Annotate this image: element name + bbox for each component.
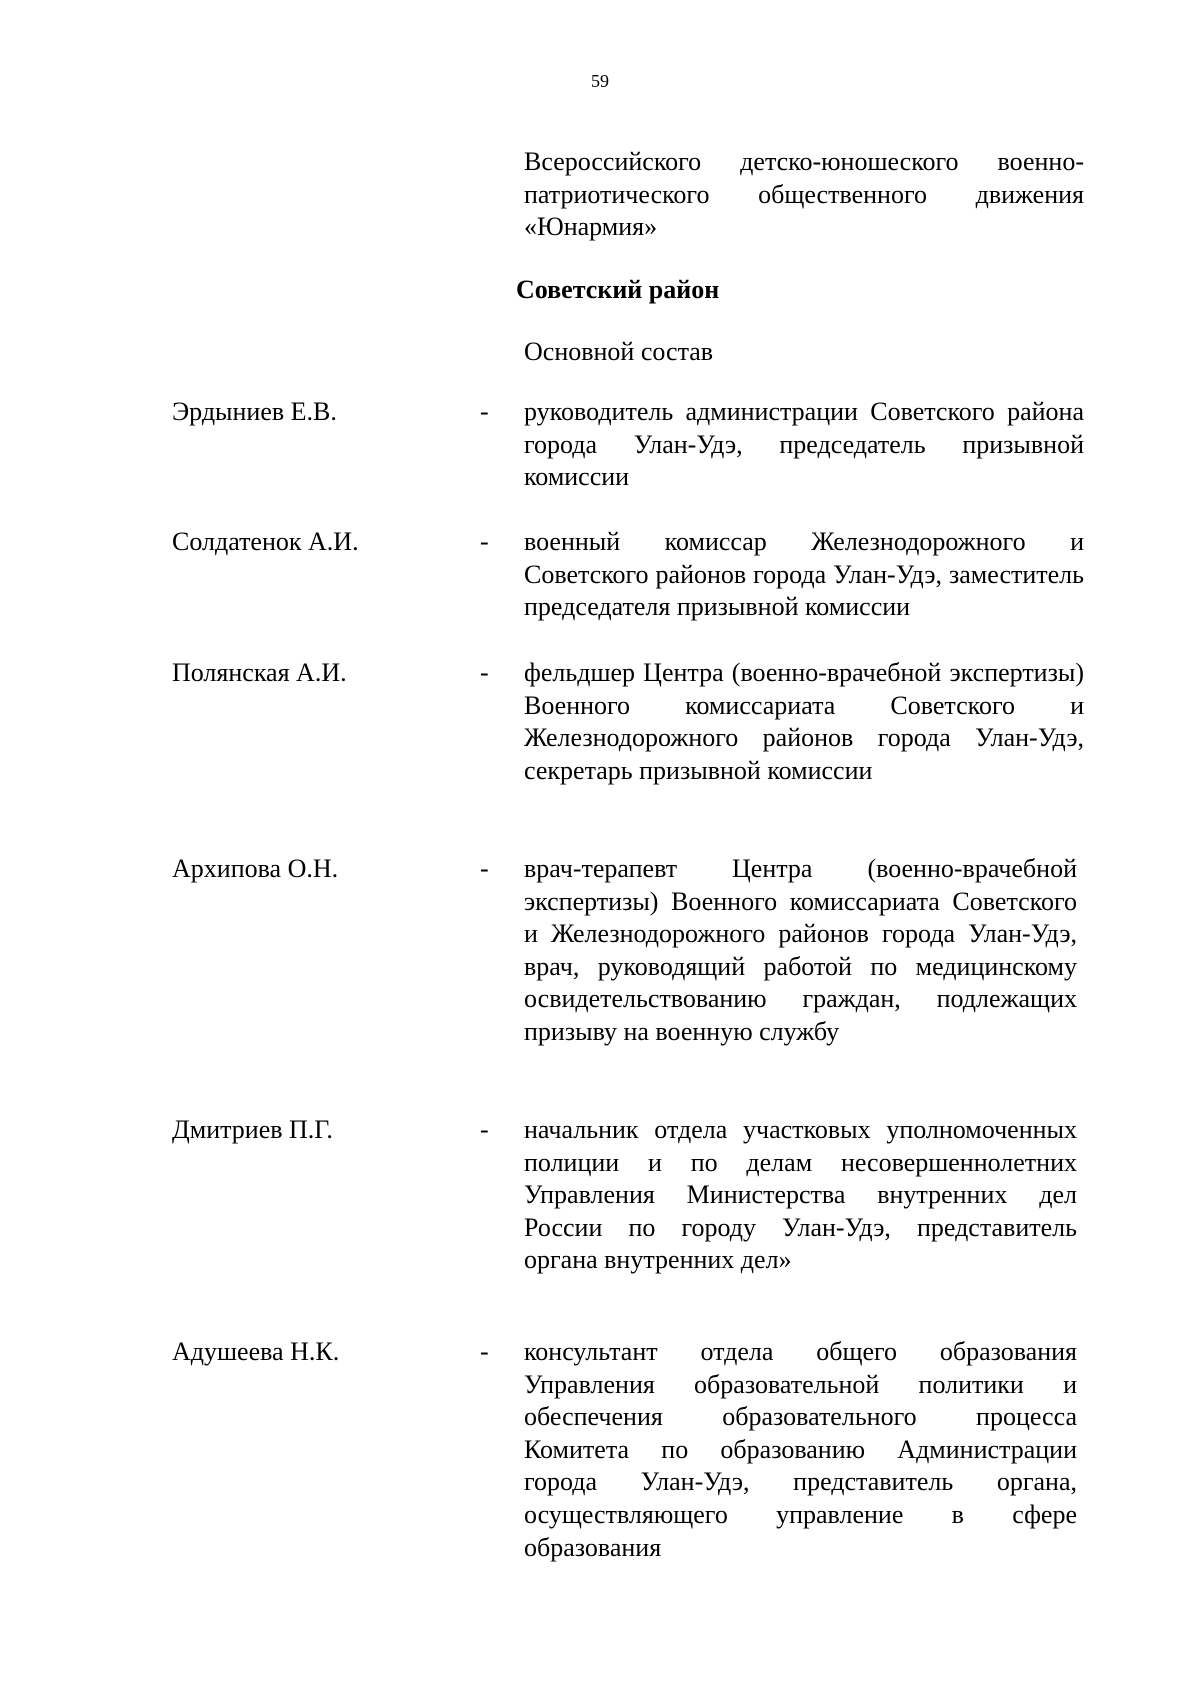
member-dash: -: [480, 1115, 489, 1144]
member-name: Солдатенок А.И.: [172, 527, 359, 556]
member-role: руководитель администрации Советского района города Улан-Удэ, председатель призывной комиссии: [524, 397, 1084, 492]
member-role: врач-терапевт Центра (военно-врачебной экспертизы) Военного комиссариата Советского и Железнодорожного районов города Улан-Удэ, врач, руководящий работой по медицинскому освидетельствованию граждан, подлежащих призыву на военную службу: [524, 854, 1077, 1046]
page-number: 59: [591, 71, 609, 91]
member-name: Адушеева Н.К.: [172, 1337, 340, 1366]
intro-paragraph: Всероссийского детско-юношеского военно-патриотического общественного движения «Юнармия»: [524, 147, 1084, 242]
member-role: фельдшер Центра (военно-врачебной экспертизы) Военного комиссариата Советского и Железнодорожного районов города Улан-Удэ, секретарь призывной комиссии: [524, 658, 1084, 785]
member-name: Полянская А.И.: [172, 658, 347, 687]
member-dash: -: [480, 1337, 489, 1366]
member-role: начальник отдела участковых уполномоченных полиции и по делам несовершеннолетних Управления Министерства внутренних дел России по городу Улан-Удэ, представитель органа внутренних дел»: [524, 1115, 1077, 1275]
district-heading: Советский район: [516, 275, 720, 304]
member-role: консультант отдела общего образования Управления образовательной политики и обеспечения образовательного процесса Комитета по образованию Администрации города Улан-Удэ, представитель органа, осуществляющего управление в сфере образования: [524, 1337, 1077, 1562]
member-dash: -: [480, 397, 489, 426]
member-role: военный комиссар Железнодорожного и Советского районов города Улан-Удэ, заместитель председателя призывной комиссии: [524, 527, 1084, 622]
member-name: Архипова О.Н.: [172, 854, 339, 883]
member-name: Эрдыниев Е.В.: [172, 397, 337, 426]
member-dash: -: [480, 658, 489, 687]
member-dash: -: [480, 854, 489, 883]
member-dash: -: [480, 527, 489, 556]
composition-label: Основной состав: [524, 337, 714, 366]
member-name: Дмитриев П.Г.: [172, 1115, 333, 1144]
